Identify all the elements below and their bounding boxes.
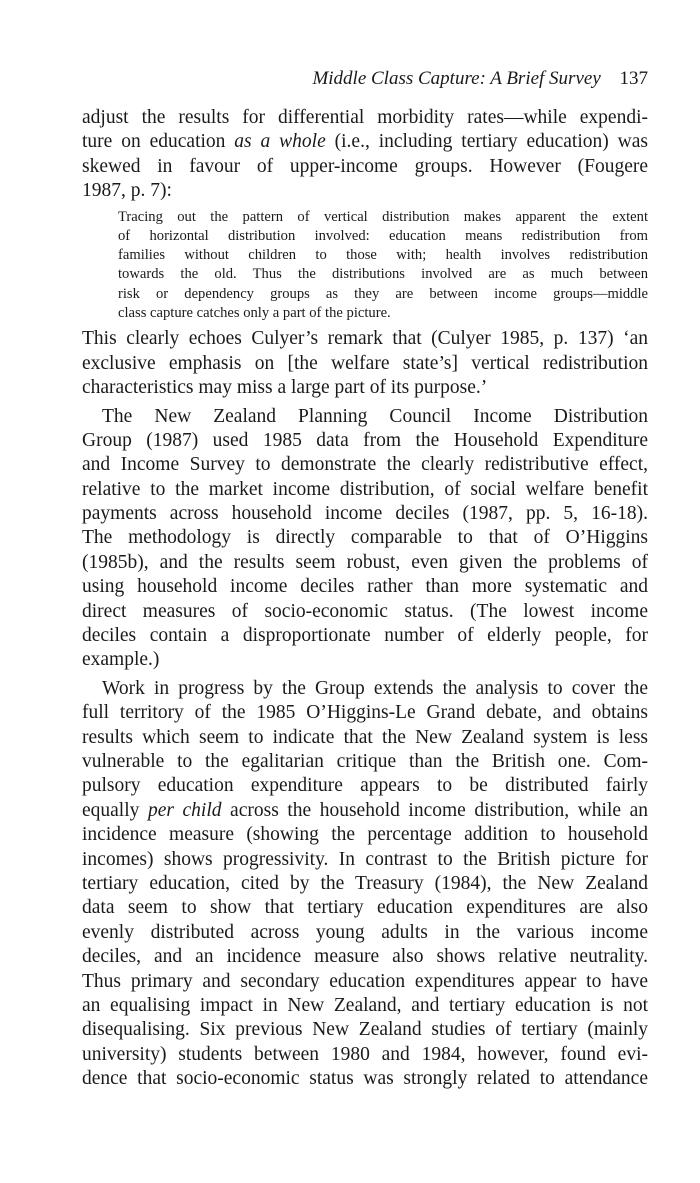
text-line: university) students between 1980 and 1984, however, found evi- bbox=[82, 1043, 648, 1065]
body-text bbox=[82, 106, 648, 1091]
block-quote bbox=[118, 208, 648, 324]
text-line: example.) bbox=[82, 649, 160, 671]
text-line: risk or dependency groups as they are between income groups—middle bbox=[118, 285, 648, 302]
intro-paragraph bbox=[82, 106, 648, 204]
text-line: characteristics may miss a large part of its purpose.’ bbox=[82, 377, 488, 399]
text-line: evenly distributed across young adults in the various income bbox=[82, 921, 648, 943]
text-line: exclusive emphasis on [the welfare state’s] vertical redistribution bbox=[82, 352, 648, 374]
text-line: Group (1987) used 1985 data from the Household Expenditure bbox=[82, 429, 648, 451]
text-line: using household income deciles rather than more systematic and bbox=[82, 576, 648, 598]
text-line: deciles contain a disproportionate number of elderly people, for bbox=[82, 625, 648, 647]
text-line: (1985b), and the results seem robust, even given the problems of bbox=[82, 551, 648, 573]
text-line: results which seem to indicate that the New Zealand system is less bbox=[82, 726, 648, 748]
text-line: an equalising impact in New Zealand, and tertiary education is not bbox=[82, 994, 648, 1016]
page-number: 137 bbox=[619, 68, 648, 89]
text-line: of horizontal distribution involved: education means redistribution from bbox=[118, 227, 648, 244]
text-line: 1987, p. 7): bbox=[82, 180, 172, 202]
text-line: class capture catches only a part of the picture. bbox=[118, 305, 391, 322]
text-line: vulnerable to the egalitarian critique than the British one. Com- bbox=[82, 750, 648, 772]
culyer-paragraph bbox=[82, 327, 648, 400]
text-line: Thus primary and secondary education expenditures appear to have bbox=[82, 970, 648, 992]
text-line: The New Zealand Planning Council Income Distribution bbox=[102, 405, 648, 427]
text-line: families without children to those with; health involves redistribution bbox=[118, 247, 648, 264]
text-line: data seem to show that tertiary education expenditures are also bbox=[82, 897, 648, 919]
text-line: payments across household income deciles (1987, pp. 5, 16-18). bbox=[82, 503, 648, 525]
planning-council-paragraph bbox=[82, 405, 648, 673]
text-line: adjust the results for differential morbidity rates—while expendi- bbox=[82, 107, 648, 128]
text-line: The methodology is directly comparable to that of O’Higgins bbox=[82, 527, 648, 549]
text-line: direct measures of socio-economic status. (The lowest income bbox=[82, 600, 648, 622]
text-line: incomes) shows progressivity. In contrast to the British picture for bbox=[82, 848, 648, 870]
running-title: Middle Class Capture: A Brief Survey bbox=[312, 68, 601, 89]
text-line: Tracing out the pattern of vertical distribution makes apparent the extent bbox=[118, 208, 648, 225]
text-line: pulsory education expenditure appears to be distributed fairly bbox=[82, 775, 648, 797]
text-line: equally per child across the household income distribution, while an bbox=[82, 799, 648, 821]
text-line: disequalising. Six previous New Zealand studies of tertiary (mainly bbox=[82, 1019, 648, 1041]
text-line: incidence measure (showing the percentage addition to household bbox=[82, 824, 648, 846]
text-line: and Income Survey to demonstrate the clearly redistributive effect, bbox=[82, 454, 648, 476]
work-in-progress-paragraph bbox=[82, 677, 648, 1092]
text-line: Work in progress by the Group extends the analysis to cover the bbox=[102, 677, 648, 699]
text-line: deciles, and an incidence measure also shows relative neutrality. bbox=[82, 946, 648, 968]
text-line: ture on education as a whole (i.e., including tertiary education) was bbox=[82, 131, 648, 153]
running-header bbox=[312, 68, 648, 90]
text-line: full territory of the 1985 O’Higgins-Le Grand debate, and obtains bbox=[82, 702, 648, 724]
text-line: This clearly echoes Culyer’s remark that (Culyer 1985, p. 137) ‘an bbox=[82, 328, 648, 350]
text-line: dence that socio-economic status was strongly related to attendance bbox=[82, 1068, 648, 1090]
text-line: tertiary education, cited by the Treasury (1984), the New Zealand bbox=[82, 872, 648, 894]
text-line: relative to the market income distribution, of social welfare benefit bbox=[82, 478, 648, 500]
text-line: skewed in favour of upper-income groups. However (Fougere bbox=[82, 155, 648, 177]
text-line: towards the old. Thus the distributions involved are as much between bbox=[118, 266, 648, 283]
